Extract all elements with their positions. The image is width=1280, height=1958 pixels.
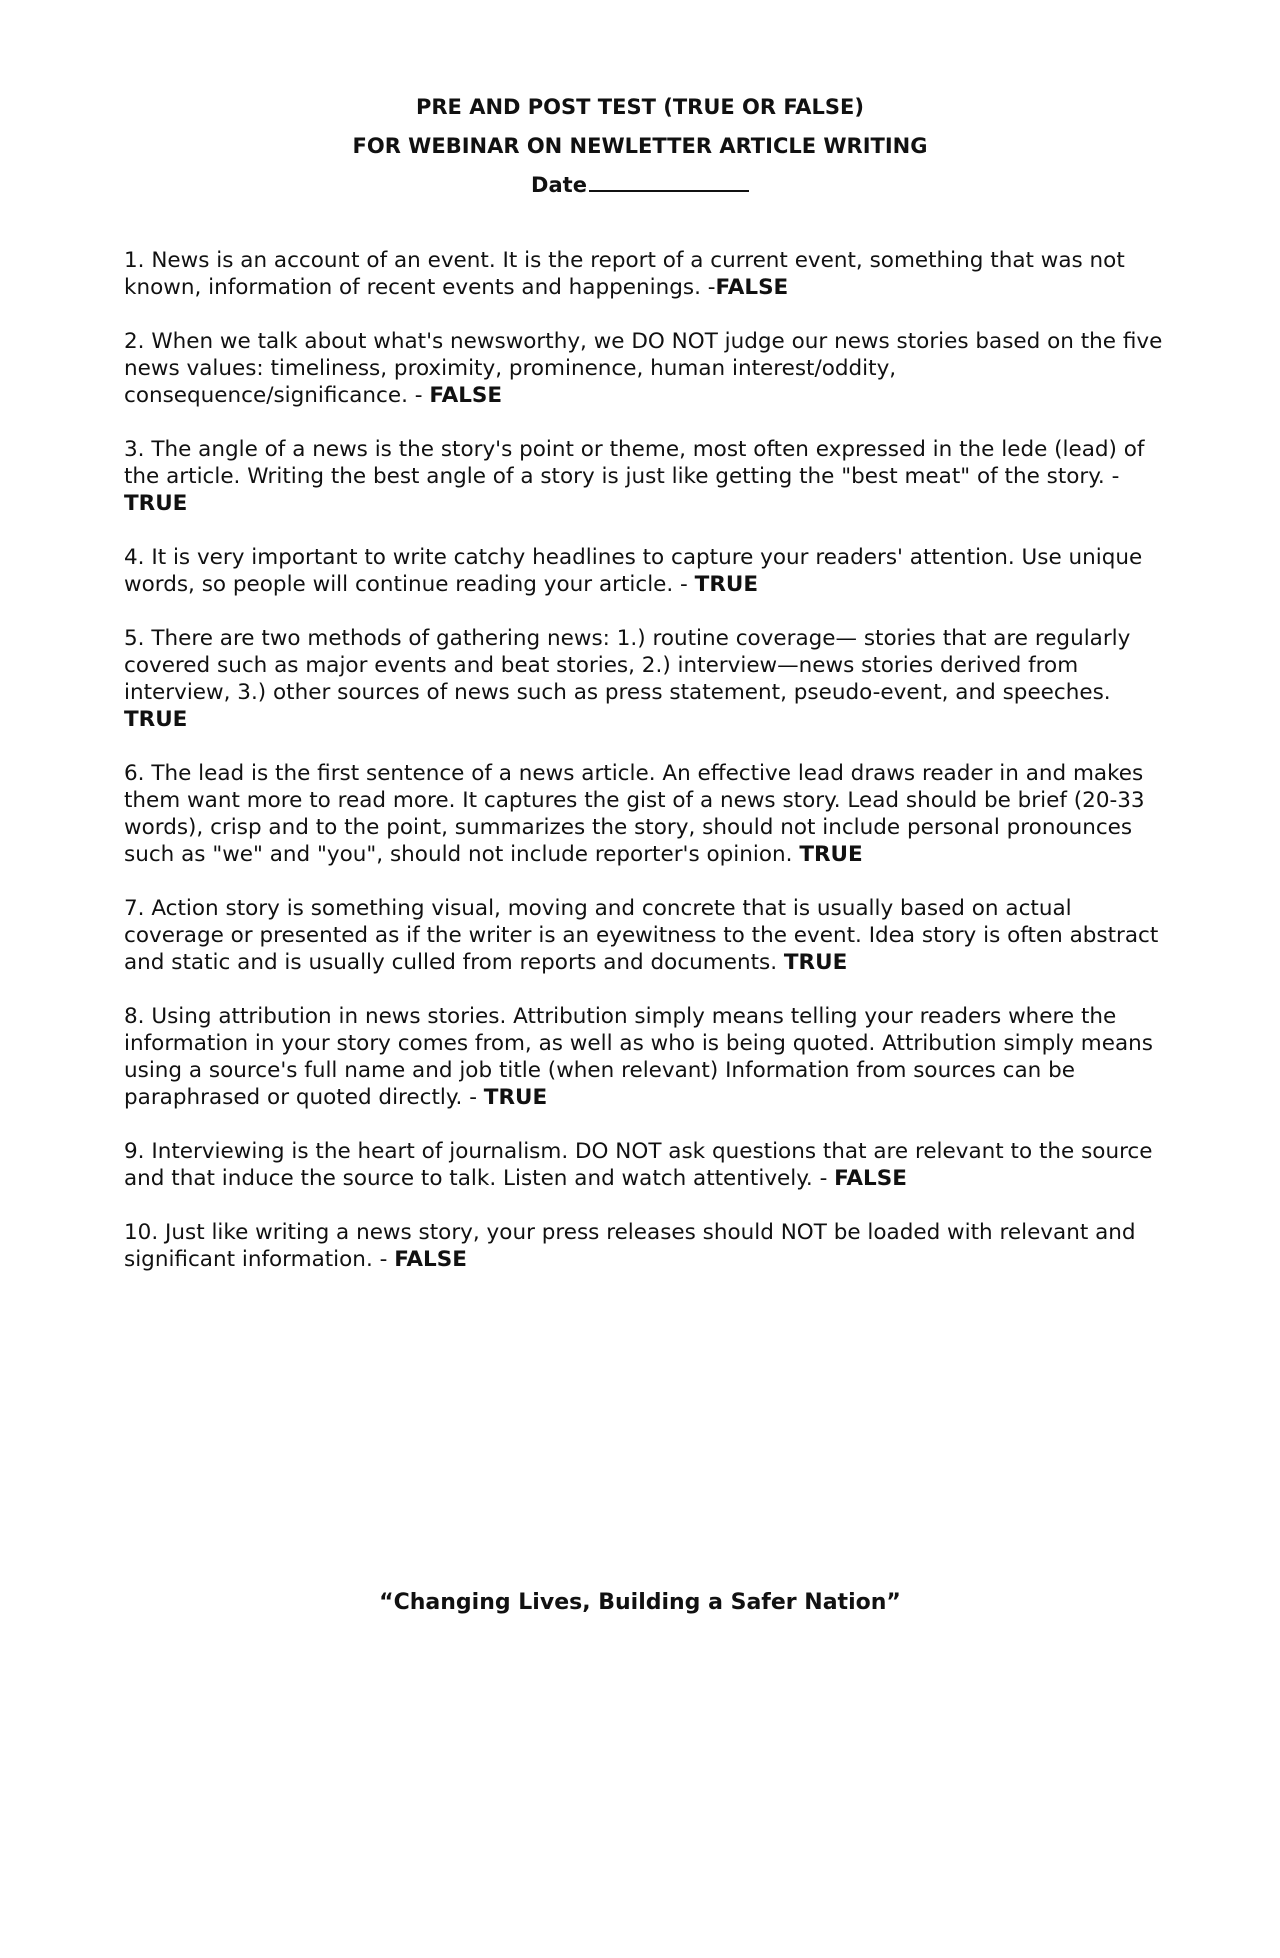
question-item-8	[124, 1003, 1164, 1111]
document-title: PRE AND POST TEST (TRUE OR FALSE)	[416, 95, 864, 119]
footer-motto: “Changing Lives, Building a Safer Nation”	[379, 1590, 901, 1615]
question-text: 5. There are two methods of gathering news: 1.) routine coverage— stories that are regularly covered such as major events and beat stories, 2.) interview—news stories derived from interview, 3.) other sources of news such as press statement, pseudo-event, and speeches.	[124, 626, 1131, 705]
question-list	[124, 247, 1164, 1300]
question-item-3	[124, 436, 1164, 517]
question-item-6	[124, 760, 1164, 868]
question-text: 7. Action story is something visual, moving and concrete that is usually based on actual coverage or presented as if the writer is an eyewitness to the event. Idea story is often abstract and static and is usually culled from reports and documents.	[124, 896, 1159, 975]
document-subtitle: FOR WEBINAR ON NEWLETTER ARTICLE WRITING	[352, 134, 928, 158]
question-text: 3. The angle of a news is the story's point or theme, most often expressed in the lede (lead) of the article. Writing the best angle of a story is just like getting the "best meat" of the story. -	[124, 437, 1145, 489]
question-text: 8. Using attribution in news stories. Attribution simply means telling your readers where the information in your story comes from, as well as who is being quoted. Attribution simply means using a source's full name and job title (when relevant) Information from sources can be paraphrased or quoted directly. -	[124, 1004, 1153, 1110]
question-answer: TRUE	[483, 1085, 548, 1110]
question-text: 1. News is an account of an event. It is the report of a current event, something that was not known, information of recent events and happenings. -	[124, 248, 1125, 300]
question-item-1	[124, 247, 1164, 301]
question-answer: TRUE	[124, 707, 188, 732]
question-answer: FALSE	[429, 383, 503, 408]
question-text: 6. The lead is the first sentence of a news article. An effective lead draws reader in and makes them want more to read more. It captures the gist of a news story. Lead should be brief (20-33 words), crisp and to the point, summarizes the story, should not include personal pronounces such as "we" and "you", should not include reporter's opinion.	[124, 761, 1145, 867]
question-answer: FALSE	[715, 275, 789, 300]
question-item-4	[124, 544, 1164, 598]
document-header	[0, 88, 1280, 205]
question-text: 9. Interviewing is the heart of journalism. DO NOT ask questions that are relevant to the source and that induce the source to talk. Listen and watch attentively. -	[124, 1139, 1153, 1191]
question-text: 4. It is very important to write catchy headlines to capture your readers' attention. Use unique words, so people will continue reading your article. -	[124, 545, 1143, 597]
question-text: 10. Just like writing a news story, your press releases should NOT be loaded with relevant and significant information. -	[124, 1220, 1136, 1272]
question-answer: TRUE	[694, 572, 759, 597]
question-text: 2. When we talk about what's newsworthy, we DO NOT judge our news stories based on the five news values: timeliness, proximity, prominence, human interest/oddity, consequence/significance. -	[124, 329, 1163, 408]
date-label: Date	[531, 173, 587, 197]
question-item-2	[124, 328, 1164, 409]
date-field	[0, 166, 1280, 205]
question-answer: TRUE	[783, 950, 848, 975]
question-item-7	[124, 895, 1164, 976]
question-item-9	[124, 1138, 1164, 1192]
question-answer: TRUE	[124, 491, 188, 516]
date-blank-line	[589, 168, 749, 192]
question-item-10	[124, 1219, 1164, 1273]
question-item-5	[124, 625, 1164, 733]
question-answer: FALSE	[834, 1166, 907, 1191]
question-answer: FALSE	[394, 1247, 467, 1272]
question-answer: TRUE	[799, 842, 863, 867]
